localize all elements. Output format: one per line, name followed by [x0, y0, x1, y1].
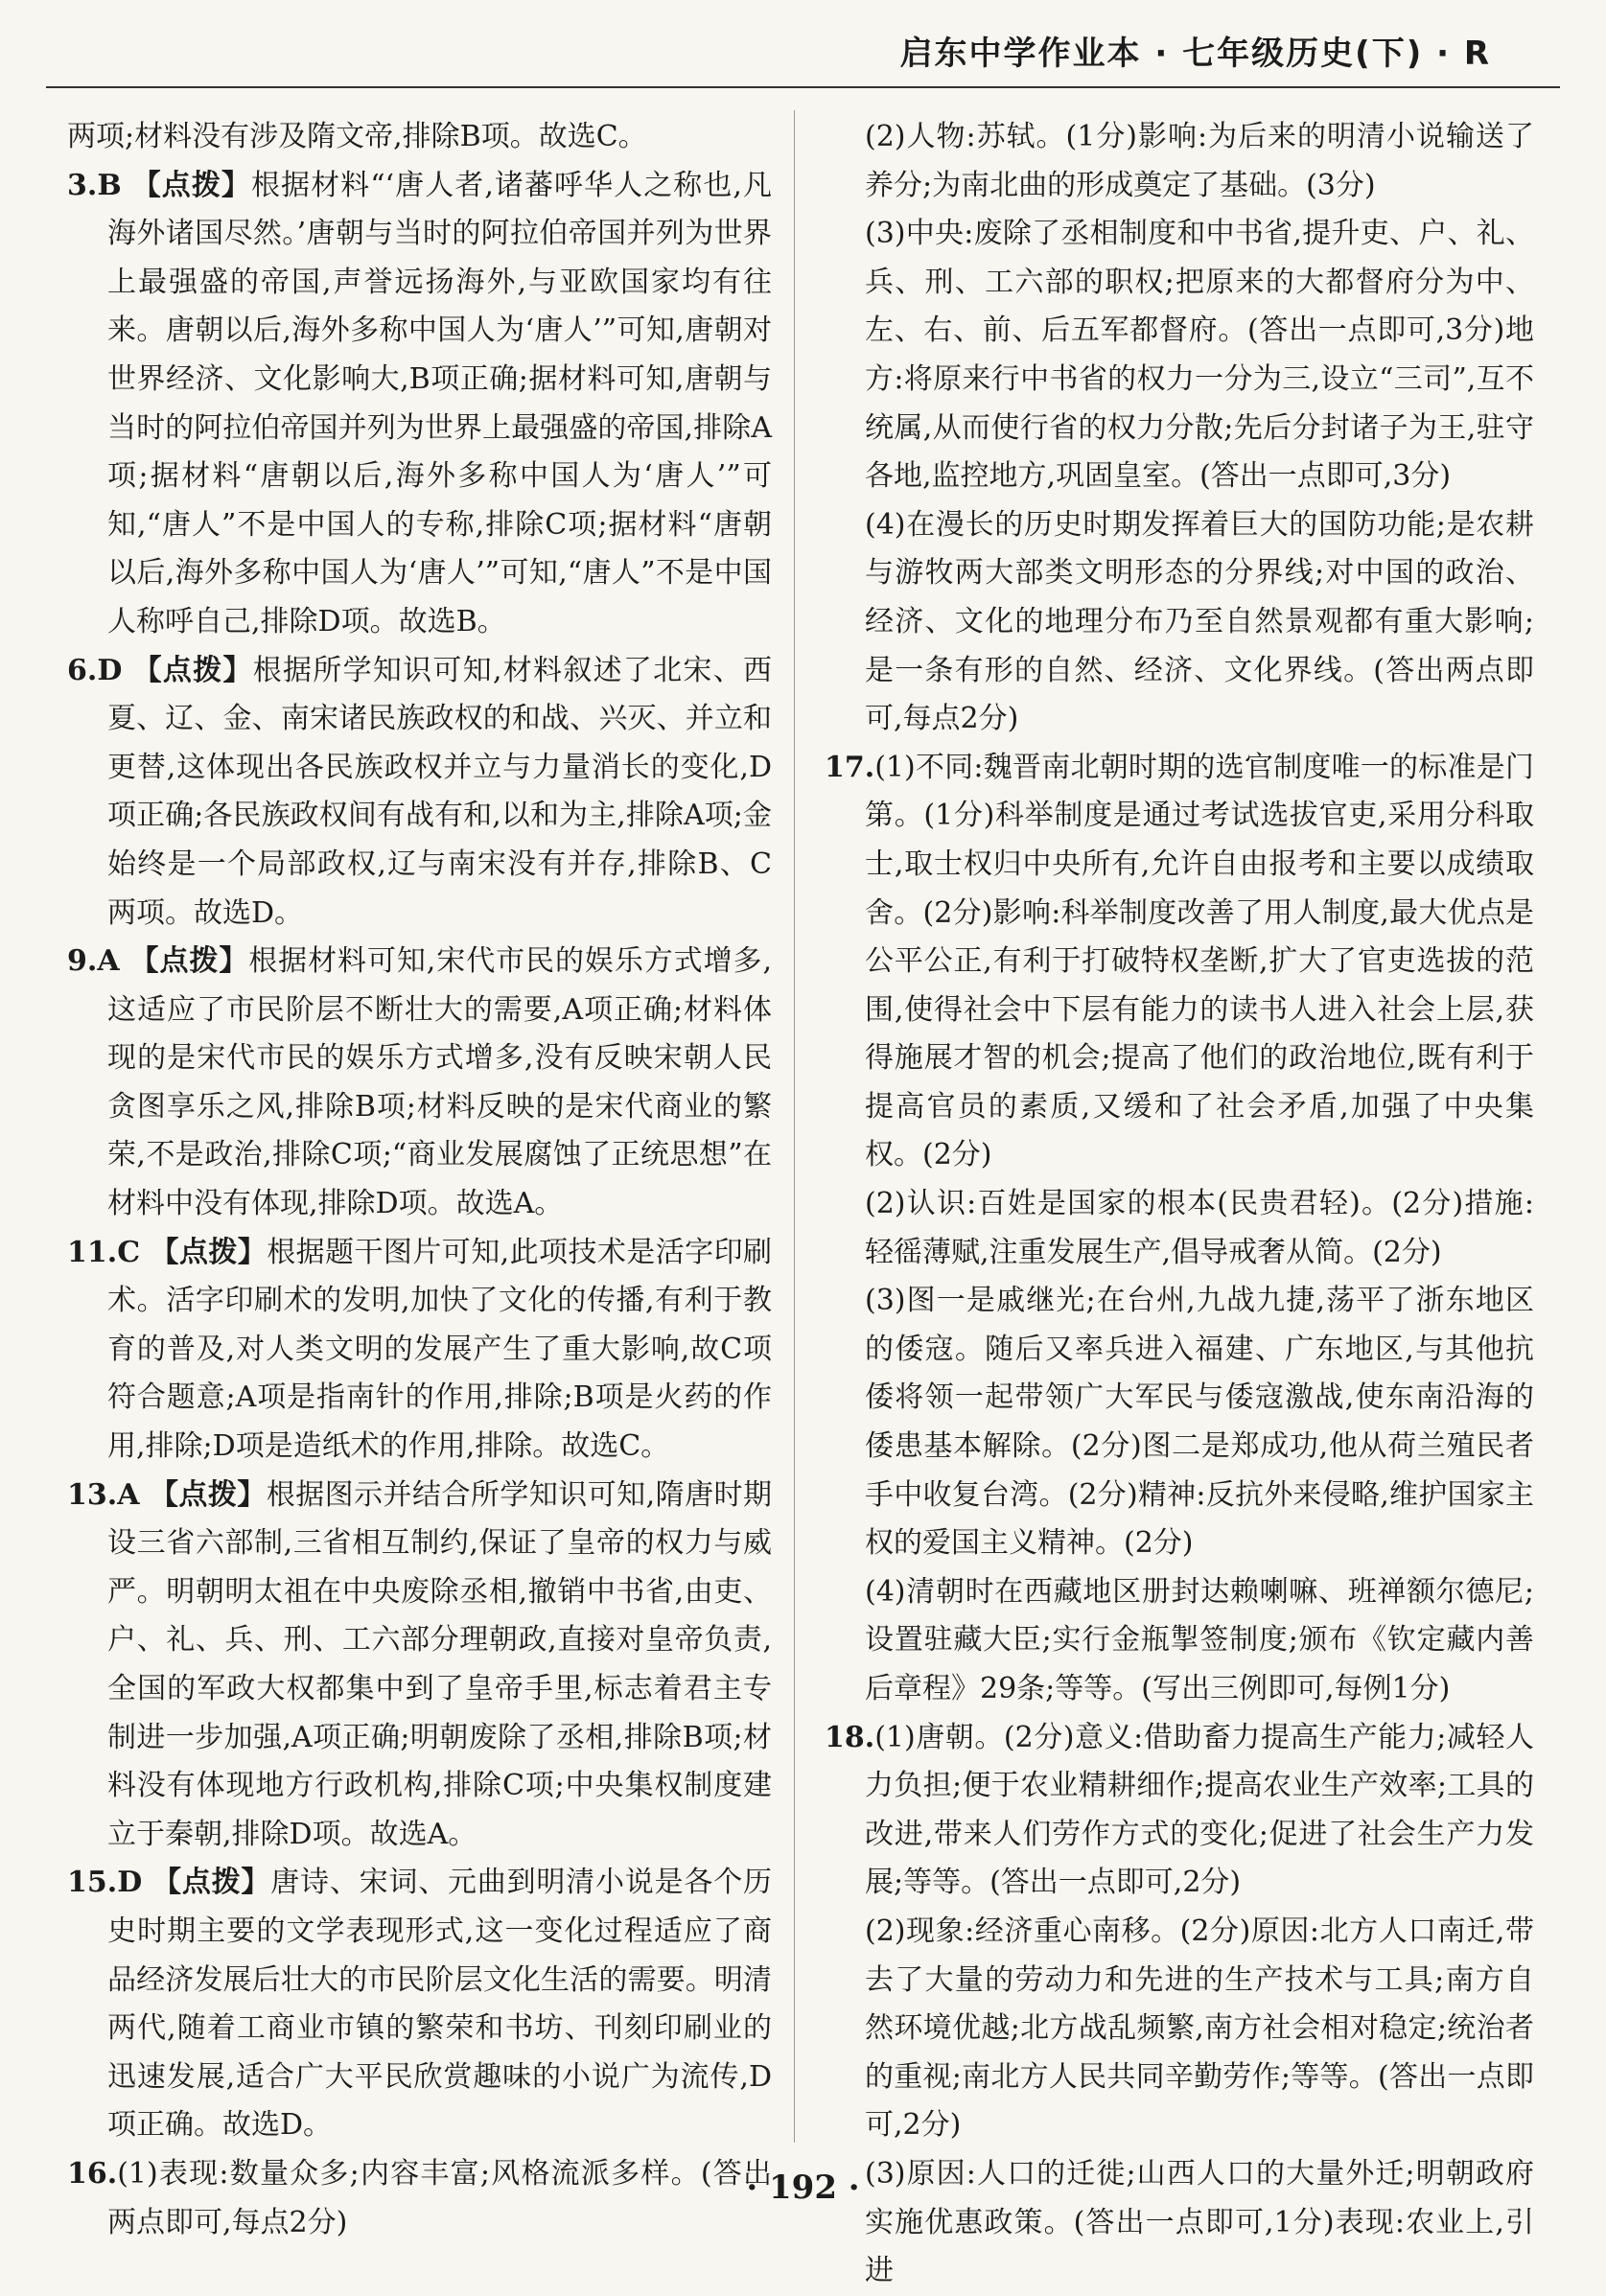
answer-letter: D [117, 1866, 143, 1900]
q17-part-4: (4)清朝时在西藏地区册封达赖喇嘛、班禅额尔德尼;设置驻藏大臣;实行金瓶掣签制度;颁布《钦定藏内善后章程》29条;等等。(写出三例即可,每例1分) [865, 1574, 1534, 1705]
question-number: 11. [67, 1235, 118, 1269]
explanation-text: 根据所学知识可知,材料叙述了北宋、西夏、辽、金、南宋诸民族政权的和战、兴灭、并立和更替,这体现出各民族政权并立与力量消长的变化,D项正确;各民族政权间有战有和,以和为主,排除A项;金始终是一个局部政权,辽与南宋没有并存,排除B、C两项。故选D。 [107, 653, 772, 930]
tip-label: 【点拨】 [128, 944, 249, 979]
continuation-text: 两项;材料没有涉及隋文帝,排除B项。故选C。 [67, 120, 647, 153]
tip-label: 【点拨】 [150, 1235, 268, 1269]
question-number: 9. [67, 944, 98, 979]
explanation-text: 唐诗、宋词、元曲到明清小说是各个历史时期主要的文学表现形式,这一变化过程适应了商品经济发展后壮大的市民阶层文化生活的需要。明清两代,随着工商业市镇的繁荣和书坊、刊刻印刷业的迅速发展,适合广大平民欣赏趣味的小说广为流传,D项正确。故选D。 [107, 1866, 773, 2143]
question-17 [825, 744, 1534, 1180]
answer-letter: C [117, 1235, 141, 1269]
q16-part-4: (4)在漫长的历史时期发挥着巨大的国防功能;是农耕与游牧两大部类文明形态的分界线;对中国的政治、经济、文化的地理分布乃至自然景观都有重大影响;是一条有形的自然、经济、文化界线。(答出两点即可,每点2分) [865, 507, 1534, 736]
q18-part-2: (2)现象:经济重心南移。(2分)原因:北方人口南迁,带去了大量的劳动力和先进的生产技术与工具;南方自然环境优越;北方战乱频繁,南方社会相对稳定;统治者的重视;南北方人民共同辛勤劳作;等等。(答出一点即可,2分) [865, 1913, 1534, 2143]
q18-part-3: (3)原因:人口的迁徙;山西人口的大量外迁;明朝政府实施优惠政策。(答出一点即可,1分)表现:农业上,引进 [865, 2156, 1534, 2288]
question-number: 16. [67, 2156, 118, 2191]
question-number: 6. [67, 653, 98, 687]
q17-part-2: (2)认识:百姓是国家的根本(民贵君轻)。(2分)措施:轻徭薄赋,注重发展生产,倡导戒奢从简。(2分) [865, 1187, 1534, 1269]
question-13 [67, 1472, 772, 1860]
question-number: 17. [825, 750, 875, 784]
tip-label: 【点拨】 [151, 1866, 271, 1900]
question-11 [67, 1229, 772, 1472]
header-title: 启东中学作业本 · 七年级历史(下) · R [899, 35, 1491, 73]
tip-label: 【点拨】 [131, 653, 253, 687]
q16-part-3: (3)中央:废除了丞相制度和中书省,提升吏、户、礼、兵、刑、工六部的职权;把原来的大都督府分为中、左、右、前、后五军都督府。(答出一点即可,3分)地方:将原来行中书省的权力一分为三,设立“三司”,互不统属,从而使行省的权力分散;先后分封诸子为王,驻守各地,监控地方,巩固皇室。(答出一点即可,3分) [865, 217, 1534, 494]
question-15 [67, 1859, 772, 2150]
page-header [0, 27, 1606, 84]
explanation-text: 根据材料“‘唐人者,诸蕃呼华人之称也,凡海外诸国尽然。’唐朝与当时的阿拉伯帝国并列为世界上最强盛的帝国,声誉远扬海外,与亚欧国家均有往来。唐朝以后,海外多称中国人为‘唐人’”可知,唐朝对世界经济、文化影响大,B项正确;据材料可知,唐朝与当时的阿拉伯帝国并列为世界上最强盛的帝国,排除A项;据材料“唐朝以后,海外多称中国人为‘唐人’”可知,“唐人”不是中国人的专称,排除C项;据材料“唐朝以后,海外多称中国人为‘唐人’”可知,“唐人”不是中国人称呼自己,排除D项。故选B。 [107, 168, 772, 638]
q17-part-3: (3)图一是戚继光;在台州,九战九捷,荡平了浙东地区的倭寇。随后又率兵进入福建、广东地区,与其他抗倭将领一起带领广大军民与倭寇激战,使东南沿海的倭患基本解除。(2分)图二是郑成功,他从荷兰殖民者手中收复台湾。(2分)精神:反抗外来侵略,维护国家主权的爱国主义精神。(2分) [865, 1284, 1534, 1561]
q18-part-1: (1)唐朝。(2分)意义:借助畜力提高生产能力;减轻人力负担;便于农业精耕细作;提高农业生产效率;工具的改进,带来人们劳作方式的变化;促进了社会生产力发展;等等。(答出一点即可,2分) [865, 1720, 1534, 1900]
answer-letter: A [97, 944, 120, 979]
tip-label: 【点拨】 [130, 168, 251, 202]
answer-letter: B [97, 168, 122, 202]
answer-part-1: (1)表现:数量众多;内容丰富;风格流派多样。(答出两点即可,每点2分) [107, 2156, 772, 2239]
answer-letter: A [117, 1477, 140, 1512]
tip-label: 【点拨】 [149, 1477, 267, 1512]
explanation-text: 根据图示并结合所学知识可知,隋唐时期设三省六部制,三省相互制约,保证了皇帝的权力与威严。明朝明太祖在中央废除丞相,撤销中书省,由吏、户、礼、兵、刑、工六部分理朝政,直接对皇帝负责,全国的军政大权都集中到了皇帝手里,标志着君主专制进一步加强,A项正确;明朝废除了丞相,排除B项;材料没有体现地方行政机构,排除C项;中央集权制度建立于秦朝,排除D项。故选A。 [107, 1477, 772, 1851]
answer-letter: D [97, 653, 123, 687]
question-number: 13. [67, 1477, 118, 1512]
question-3 [67, 162, 772, 647]
q17-part-1: (1)不同:魏晋南北朝时期的选官制度唯一的标准是门第。(1分)科举制度是通过考试选拔官吏,采用分科取士,取士权归中央所有,允许自由报考和主要以成绩取舍。(2分)影响:科举制度改善了用人制度,最大优点是公平公正,有利于打破特权垄断,扩大了官吏选拔的范围,使得社会中下层有能力的读书人进入社会上层,获得施展才智的机会;提高了他们的政治地位,既有利于提高官员的素质,又缓和了社会矛盾,加强了中央集权。(2分) [865, 750, 1534, 1172]
question-number: 15. [67, 1866, 118, 1900]
question-9 [67, 938, 772, 1229]
header-rule [46, 86, 1560, 88]
explanation-text: 根据材料可知,宋代市民的娱乐方式增多,这适应了市民阶层不断壮大的需要,A项正确;材料体现的是宋代市民的娱乐方式增多,没有反映宋朝人民贪图享乐之风,排除B项;材料反映的是宋代商业的繁荣,不是政治,排除C项;“商业发展腐蚀了正统思想”在材料中没有体现,排除D项。故选A。 [107, 944, 773, 1221]
right-column [825, 113, 1534, 2296]
question-number: 3. [67, 168, 98, 202]
question-number: 18. [825, 1720, 875, 1754]
explanation-text: 根据题干图片可知,此项技术是活字印刷术。活字印刷术的发明,加快了文化的传播,有利于教育的普及,对人类文明的发展产生了重大影响,故C项符合题意;A项是指南针的作用,排除;B项是火药的作用,排除;D项是造纸术的作用,排除。故选C。 [107, 1235, 773, 1464]
left-column [67, 113, 772, 2247]
q16-part-2: (2)人物:苏轼。(1分)影响:为后来的明清小说输送了养分;为南北曲的形成奠定了基础。(3分) [865, 120, 1534, 202]
column-divider [794, 110, 795, 2143]
page-number: · 192 · [746, 2168, 860, 2207]
question-6 [67, 647, 772, 939]
question-18 [825, 1714, 1534, 1908]
